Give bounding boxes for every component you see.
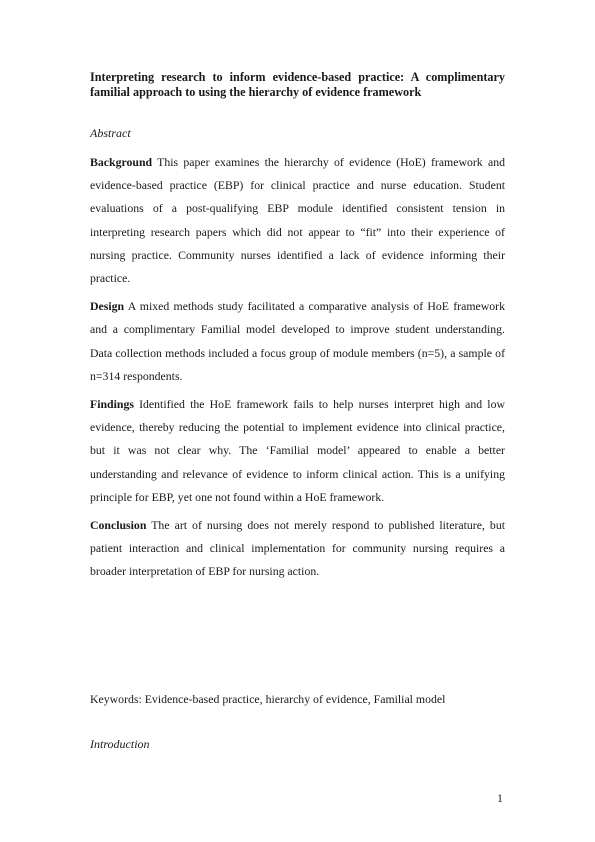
conclusion-text: The art of nursing does not merely respond to published literature, but patient interaction and clinical implementation for community nursing requires a broader interpretation of EBP for nursing action. (90, 518, 505, 579)
abstract-body (90, 151, 505, 589)
keywords-line: Keywords: Evidence-based practice, hierarchy of evidence, Familial model (90, 692, 446, 706)
conclusion-label: Conclusion (90, 518, 147, 533)
paper-title: Interpreting research to inform evidence-based practice: A complimentary familial approach to using the hierarchy of evidence framework (90, 70, 505, 99)
design-text: A mixed methods study facilitated a comparative analysis of HoE framework and a complimentary Familial model developed to improve student understanding. Data collection methods included a focus group of module members (n=5), a sample of n=314 respondents. (90, 299, 505, 383)
background-text: This paper examines the hierarchy of evidence (HoE) framework and evidence-based practice (EBP) for clinical practice and nurse education. Student evaluations of a post-qualifying EBP module identified consistent tension in interpreting research papers which did not appear to “fit” into their experience of nursing practice. Community nurses identified a lack of evidence informing their practice. (90, 155, 505, 286)
page-number: 1 (497, 791, 503, 805)
abstract-paragraph-background (90, 151, 505, 290)
abstract-paragraph-conclusion (90, 514, 505, 584)
background-label: Background (90, 155, 153, 169)
design-label: Design (90, 299, 125, 314)
introduction-heading: Introduction (90, 737, 150, 751)
abstract-paragraph-findings (90, 393, 505, 509)
findings-label: Findings (90, 397, 134, 412)
abstract-paragraph-design (90, 295, 505, 388)
abstract-heading: Abstract (90, 126, 131, 140)
findings-text: Identified the HoE framework fails to help nurses interpret high and low evidence, thereby reducing the potential to implement evidence into clinical practice, but it was not clear why. The ‘Familial model’ appeared to enable a better understanding and relevance of evidence to inform clinical action. This is a unifying principle for EBP, yet one not found within a HoE framework. (90, 397, 505, 504)
